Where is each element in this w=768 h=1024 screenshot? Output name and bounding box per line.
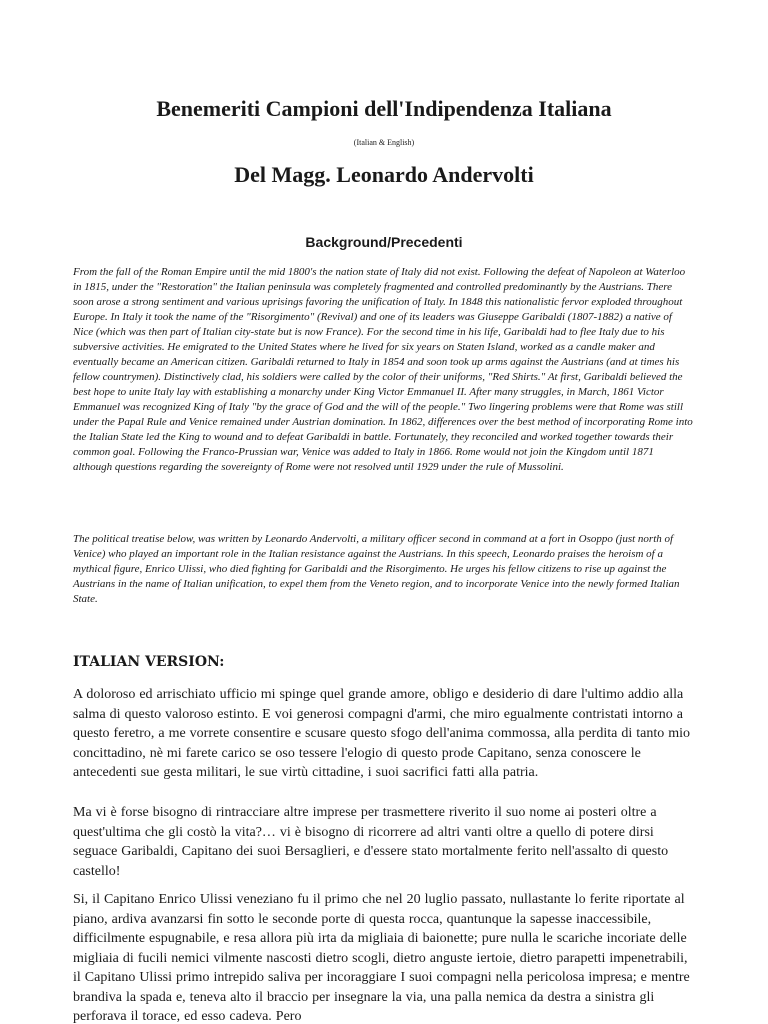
document-title: Benemeriti Campioni dell'Indipendenza Italiana <box>156 96 612 121</box>
italian-version-heading: ITALIAN VERSION: <box>73 654 225 670</box>
document-author: Del Magg. Leonardo Andervolti <box>234 162 534 187</box>
background-paragraph: From the fall of the Roman Empire until the mid 1800's the nation state of Italy did not exist. Following the defeat of Napoleon at Waterloo in 1815, under the "Restoration" the Italian peninsula was completely fragmented and controlled predominantly by the Austrians. There soon arose a strong sentiment and various uprisings favoring the unification of Italy. In 1848 this nationalistic fervor exploded throughout Europe. In Italy it took the name of the "Risorgimento" (Revival) and one of its leaders was Giuseppe Garibaldi (1807-1882) a native of Nice (which was then part of Italian city-state but is now France). For the second time in his life, Garibaldi had to flee Italy due to his subversive activities. He emigrated to the United States where he lived for six years on Staten Island, worked as a candle maker and eventually became an American citizen. Garibaldi returned to Italy in 1854 and soon took up arms against the Austrians (and at times his fellow countrymen). Distinctively clad, his soldiers were called by the color of their uniforms, "Red Shirts." At first, Garibaldi believed the best hope to unite Italy lay with establishing a monarchy under King Victor Emmanuel II. After many struggles, in March, 1861 Victor Emmanuel was recognized King of Italy "by the grace of God and the will of the people." Two lingering problems were that Rome was still under the Papal Rule and Venice remained under Austrian domination. In 1862, differences over the best method of incorporating Rome into the Italian State led the King to wound and to defeat Garibaldi in battle. Fortunately, they reconciled and worked together towards their common goal. Following the Franco-Prussian war, Venice was added to Italy in 1866. Rome would not join the Kingdom until 1871 although questions regarding the sovereignty of Rome were not resolved until 1929 under the rule of Mussolini. <box>73 266 693 473</box>
background-paragraph: The political treatise below, was written by Leonardo Andervolti, a military officer second in command at a fort in Osoppo (just north of Venice) who played an important role in the Italian resistance against the Austrians. In this speech, Leonardo praises the heroism of a mythical figure, Enrico Ulissi, who died fighting for Garibaldi and the Risorgimento. He urges his fellow citizens to rise up against the Austrians in the name of Italian unification, to expel them from the Veneto region, and to incorporate Venice into the newly formed Italian State. <box>73 533 680 605</box>
italian-paragraph: Ma vi è forse bisogno di rintracciare altre imprese per trasmettere riverito il suo nome ai posteri oltre a quest'ultima che gli costò la vita?… vi è bisogno di ricorrere ad altri vanti oltre a quello di potere dirsi seguace Garibaldi, Capitano dei suoi Bersaglieri, e d'essere stato mortalmente ferito nell'assalto di questo castello! <box>73 805 669 879</box>
document-subtitle: (Italian & English) <box>353 138 415 147</box>
italian-paragraph: Si, il Capitano Enrico Ulissi veneziano fu il primo che nel 20 luglio passato, nullastante lo ferite riportate al piano, ardiva avanzarsi fin sotto le seconde porte di questa rocca, quantunque la sapesse inaccessibile, difficilmente espugnabile, e resa allora più irta da migliaia di baionette; pure nulla le scariche incoriate delle migliaia di fucili nemici vilmente nascosti dietro scogli, dietro anguste iertoie, dietro parapetti impenetrabili, il Capitano Ulissi primo intrepido saliva per incoraggiare I suoi compagni nella pericolosa impresa; e mentre brandiva la spada e, teneva alto il braccio per insegnare la via, una palla nemica da destra a sinistra gli perforava il torace, ed esso cadeva. Pero <box>73 892 690 1024</box>
italian-paragraph: A doloroso ed arrischiato ufficio mi spinge quel grande amore, obligo e desiderio di dare l'ultimo addio alla salma di questo valoroso estinto. E voi generosi compagni d'armi, che miro egualmente contristati intorno a questo feretro, a me vorrete consentire e scusare questo sfogo dell'anima commossa, alla perdita di tanto mio concittadino, nè mi farete carico se oso tessere l'elogio di questo prode Capitano, senza conoscere le antecedenti sue gesta militari, le sue virtù cittadine, i suoi sacrifici fatti alla patria. <box>73 687 690 780</box>
background-heading: Background/Precedenti <box>305 234 463 250</box>
